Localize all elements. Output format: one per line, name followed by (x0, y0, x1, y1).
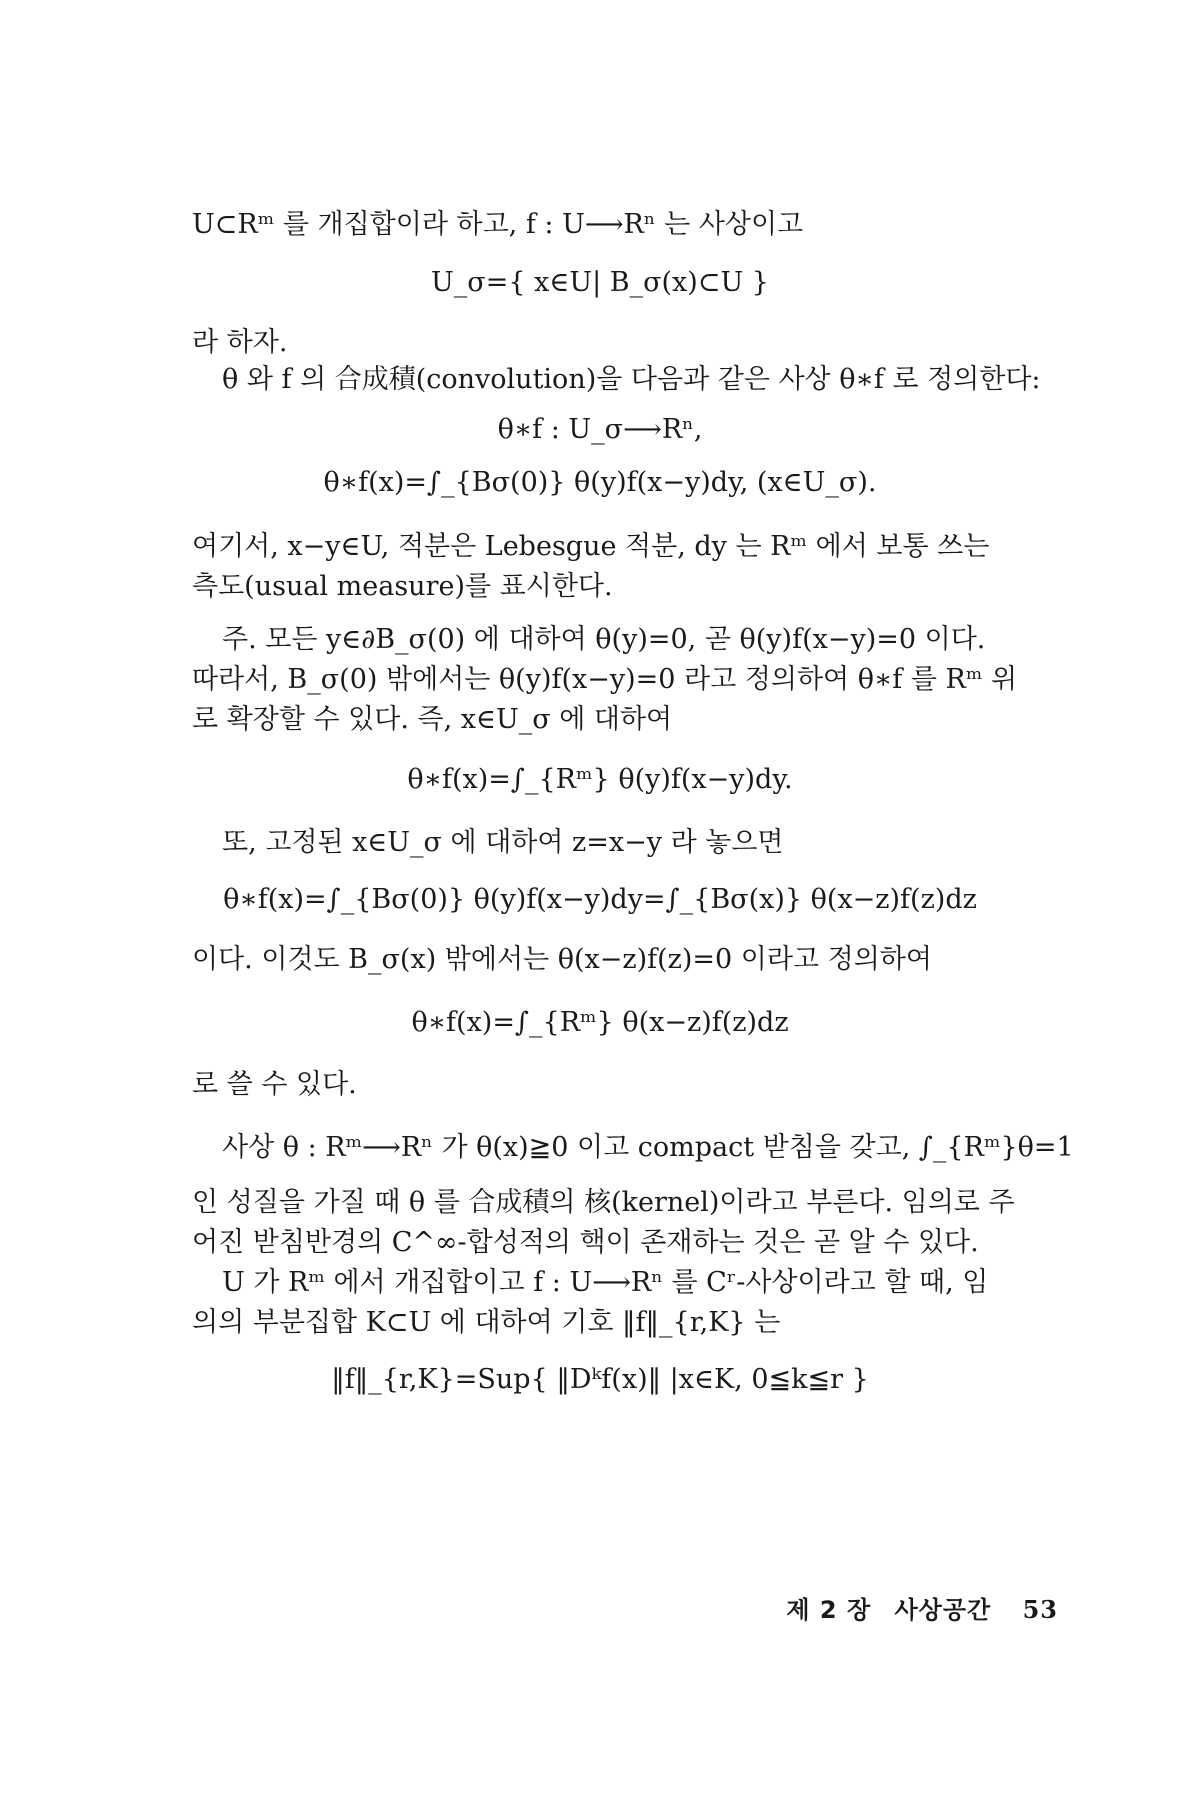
equation: ‖f‖_{r,K}=Sup{ ‖Dᵏf(x)‖ |x∈K, 0≦k≦r } (331, 1364, 869, 1395)
text-line: 여기서, x−y∈U, 적분은 Lebesgue 적분, dy 는 Rᵐ 에서 보통 쓰는 (192, 531, 990, 562)
text-line: 또, 고정된 x∈U_σ 에 대하여 z=x−y 라 놓으면 (222, 827, 784, 858)
equation: θ∗f : U_σ⟶Rⁿ, (497, 414, 703, 445)
text-line: 사상 θ : Rᵐ⟶Rⁿ 가 θ(x)≧0 이고 compact 받침을 갖고, ∫_{Rᵐ}θ=1 (222, 1132, 1074, 1163)
equation: θ∗f(x)=∫_{Rᵐ} θ(y)f(x−y)dy. (407, 764, 793, 795)
text-line: 어진 받침반경의 C^∞-합성적의 핵이 존재하는 것은 곧 알 수 있다. (192, 1227, 979, 1258)
text-line: θ 와 f 의 合成積(convolution)을 다음과 같은 사상 θ∗f 로 정의한다: (222, 364, 1041, 395)
text-line: 라 하자. (192, 327, 288, 358)
text-line: 따라서, B_σ(0) 밖에서는 θ(y)f(x−y)=0 라고 정의하여 θ∗f 를 Rᵐ 위 (192, 664, 1018, 695)
text-line: 의의 부분집합 K⊂U 에 대하여 기호 ‖f‖_{r,K} 는 (192, 1307, 781, 1338)
text-line: 주. 모든 y∈∂B_σ(0) 에 대하여 θ(y)=0, 곧 θ(y)f(x−y)=0 이다. (222, 624, 986, 655)
equation: θ∗f(x)=∫_{Bσ(0)} θ(y)f(x−y)dy=∫_{Bσ(x)} θ(x−z)f(z)dz (223, 884, 977, 915)
chapter-title: 사상공간 (894, 1596, 992, 1624)
text-line: U⊂Rᵐ 를 개집합이라 하고, f : U⟶Rⁿ 는 사상이고 (192, 209, 804, 240)
page-number: 53 (1022, 1595, 1058, 1624)
equation: θ∗f(x)=∫_{Bσ(0)} θ(y)f(x−y)dy, (x∈U_σ). (323, 467, 877, 498)
equation: θ∗f(x)=∫_{Rᵐ} θ(x−z)f(z)dz (411, 1007, 789, 1038)
text-line: 로 확장할 수 있다. 즉, x∈U_σ 에 대하여 (192, 704, 673, 735)
chapter-label: 제 2 장 (786, 1596, 872, 1624)
equation: U_σ={ x∈U| B_σ(x)⊂U } (431, 267, 769, 298)
page-footer (0, 1590, 1058, 1625)
text-line: 로 쓸 수 있다. (192, 1069, 357, 1100)
text-line: 인 성질을 가질 때 θ 를 合成積의 核(kernel)이라고 부른다. 임의로 주 (192, 1187, 1015, 1218)
text-line: 측도(usual measure)를 표시한다. (192, 571, 613, 602)
text-line: U 가 Rᵐ 에서 개집합이고 f : U⟶Rⁿ 를 Cʳ-사상이라고 할 때, 임 (222, 1267, 989, 1298)
text-line: 이다. 이것도 B_σ(x) 밖에서는 θ(x−z)f(z)=0 이라고 정의하여 (192, 944, 932, 975)
